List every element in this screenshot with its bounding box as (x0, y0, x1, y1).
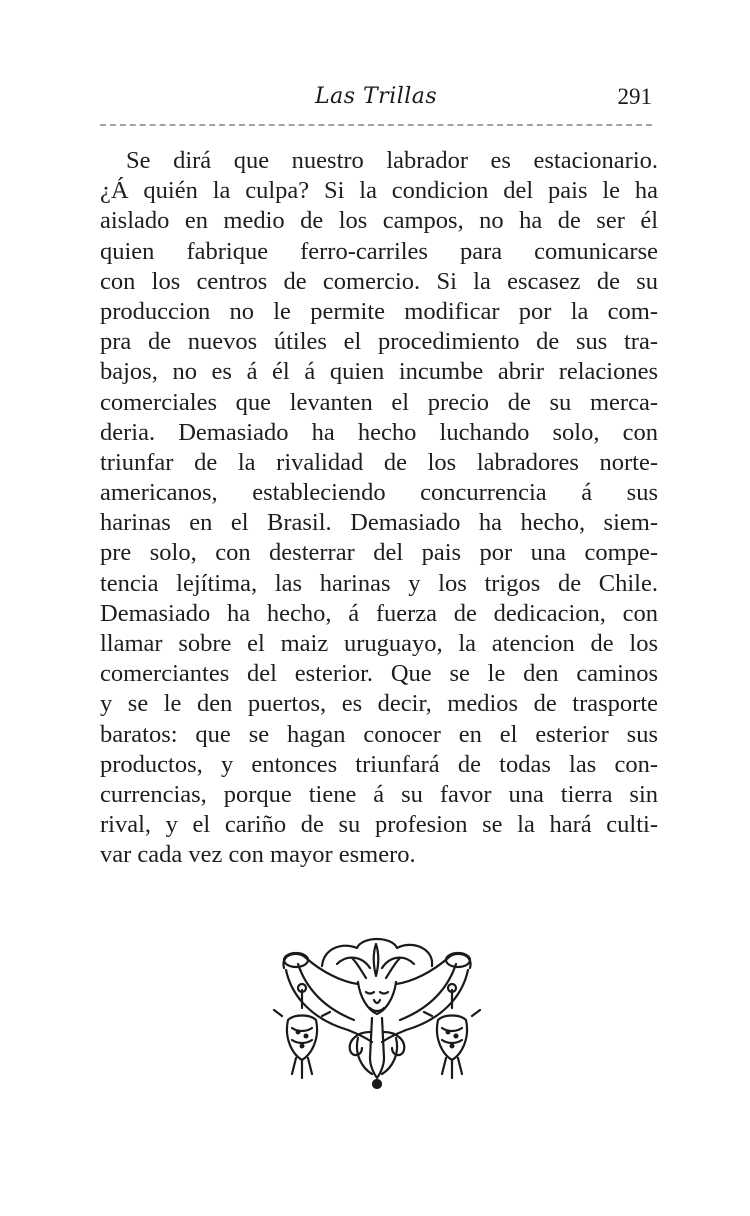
text-line: harinas en el Brasil. Demasiado ha hecho, siem- (100, 509, 658, 537)
text-line: var cada vez con mayor esmero. (100, 841, 416, 869)
text-line: comerciantes del esterior. Que se le den caminos (100, 660, 658, 688)
baroque-tailpiece-ornament-icon (262, 928, 492, 1108)
header-rule (100, 124, 652, 126)
text-line: con los centros de comercio. Si la escasez de su (100, 267, 658, 295)
text-line: quien fabrique ferro-carriles para comunicarse (100, 237, 658, 265)
text-line: comerciales que levanten el precio de su merca- (100, 388, 658, 416)
text-line: baratos: que se hagan conocer en el esterior sus (100, 720, 658, 748)
text-line: produccion no le permite modificar por la com- (100, 297, 658, 325)
text-line: Demasiado ha hecho, á fuerza de dedicacion, con (100, 599, 658, 627)
text-line: productos, y entonces triunfará de todas las con- (100, 750, 658, 778)
text-line: pra de nuevos útiles el procedimiento de sus tra- (100, 328, 658, 356)
text-line: pre solo, con desterrar del pais por una compe- (100, 539, 658, 567)
text-line: currencias, porque tiene á su favor una tierra sin (100, 780, 658, 808)
page-number: 291 (617, 84, 652, 109)
page-header (100, 84, 656, 120)
text-line: Se dirá que nuestro labrador es estacionario. (126, 147, 658, 174)
text-line: americanos, estableciendo concurrencia á sus (100, 479, 658, 507)
text-line: deria. Demasiado ha hecho luchando solo, con (100, 418, 658, 446)
text-line: tencia lejítima, las harinas y los trigos de Chile. (100, 569, 658, 597)
text-line: aislado en medio de los campos, no ha de ser él (100, 207, 658, 235)
text-line: ¿Á quién la culpa? Si la condicion del pais le ha (100, 177, 658, 205)
text-line: y se le den puertos, es decir, medios de trasporte (100, 690, 658, 718)
text-line: triunfar de la rivalidad de los labradores norte- (100, 448, 658, 476)
text-line: llamar sobre el maiz uruguayo, la atencion de los (100, 630, 658, 657)
text-line: rival, y el cariño de su profesion se la hará culti- (100, 811, 658, 839)
body-paragraph (100, 146, 658, 871)
running-title: Las Trillas (315, 84, 438, 109)
text-line: bajos, no es á él á quien incumbe abrir relaciones (100, 358, 658, 386)
